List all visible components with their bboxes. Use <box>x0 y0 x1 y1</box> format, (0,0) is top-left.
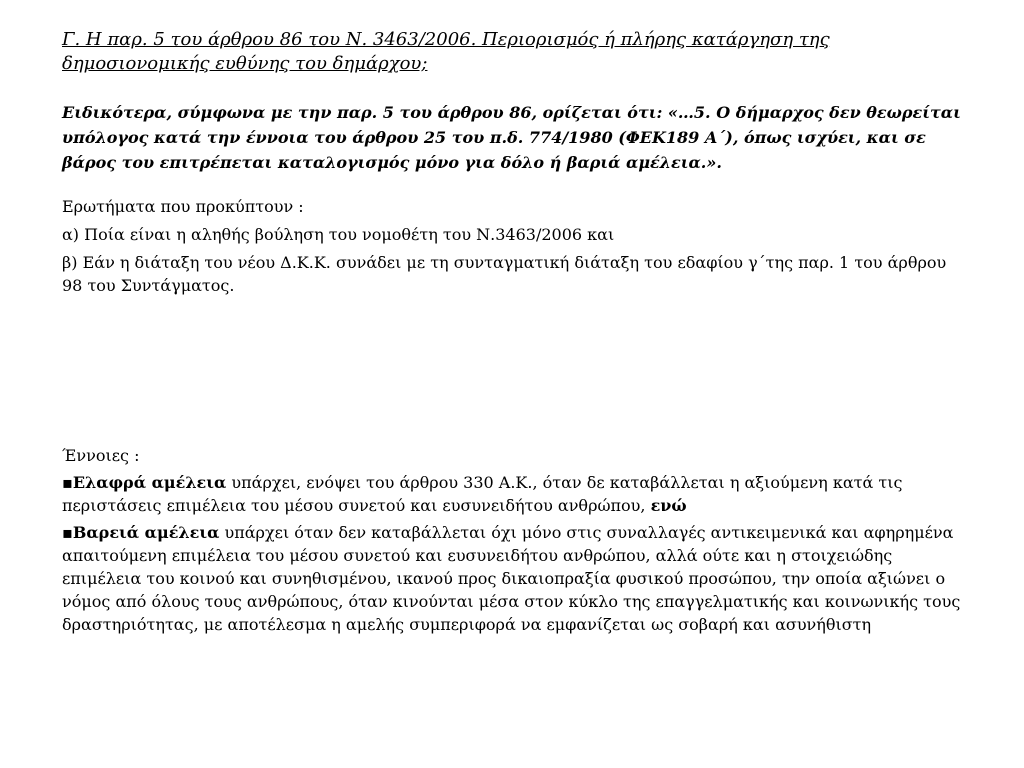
concepts-section <box>62 444 967 640</box>
slide-top-section <box>62 28 970 302</box>
concept-gross-negligence <box>62 521 967 636</box>
question-item-b: β) Εάν η διάταξη του νέου Δ.Κ.Κ. συνάδει με τη συνταγματική διάταξη του εδαφίου γ΄της παρ. 1 του άρθρου 98 του Συντάγματος. <box>62 253 947 295</box>
question-item-a: α) Ποία είναι η αληθής βούληση του νομοθέτη του Ν.3463/2006 και <box>62 225 615 244</box>
questions-heading: Ερωτήματα που προκύπτουν : <box>62 197 304 216</box>
concept-bullet: ▪ <box>62 523 73 542</box>
concept-text: υπάρχει όταν δεν καταβάλλεται όχι μόνο στις συναλλαγές αντικειμενικά και αφηρημένα απαιτούμενη επιμέλεια του μέσου συνετού και ευσυνειδήτου ανθρώπου, αλλά ούτε και η στοιχειώδης επιμέλεια του κοινού και συνηθισμένου, ικανού προς δικαιοπραξία φυσικού προσώπου, την οποία αξιώνει ο νόμος από όλους τους ανθρώπους, όταν κινούνται μέσα στον κύκλο της επαγγελματικής και κοινωνικής τους δραστηριότητας, με αποτέλεσμα η αμελής συμπεριφορά να εμφανίζεται ως σοβαρή και ασυνήθιστη <box>62 523 961 634</box>
questions-section <box>62 195 970 297</box>
law-quote: Ειδικότερα, σύμφωνα με την παρ. 5 του άρθρου 86, ορίζεται ότι: «…5. Ο δήμαρχος δεν θεωρείται υπόλογος κατά την έννοια του άρθρου 25 του π.δ. 774/1980 (ΦΕΚ189 Α΄), όπως ισχύει, και σε βάρος του επιτρέπεται καταλογισμός μόνο για δόλο ή βαριά αμέλεια.». <box>62 103 961 172</box>
concept-bullet: ▪ <box>62 473 73 492</box>
concept-light-negligence <box>62 471 967 517</box>
concept-trailing-bold: ενώ <box>650 496 687 515</box>
slide-title: Γ. Η παρ. 5 του άρθρου 86 του Ν. 3463/2006. Περιορισμός ή πλήρης κατάργηση της δημοσιονομικής ευθύνης του δημάρχου; <box>62 29 830 74</box>
concept-term: Ελαφρά αμέλεια <box>72 473 227 492</box>
concept-term: Βαρειά αμέλεια <box>72 523 220 542</box>
concepts-heading: Έννοιες : <box>62 446 140 465</box>
concept-text: υπάρχει, ενόψει του άρθρου 330 Α.Κ., όταν δε καταβάλλεται η αξιούμενη κατά τις περιστάσεις επιμέλεια του μέσου συνετού και ευσυνειδήτου ανθρώπου, <box>62 473 903 515</box>
